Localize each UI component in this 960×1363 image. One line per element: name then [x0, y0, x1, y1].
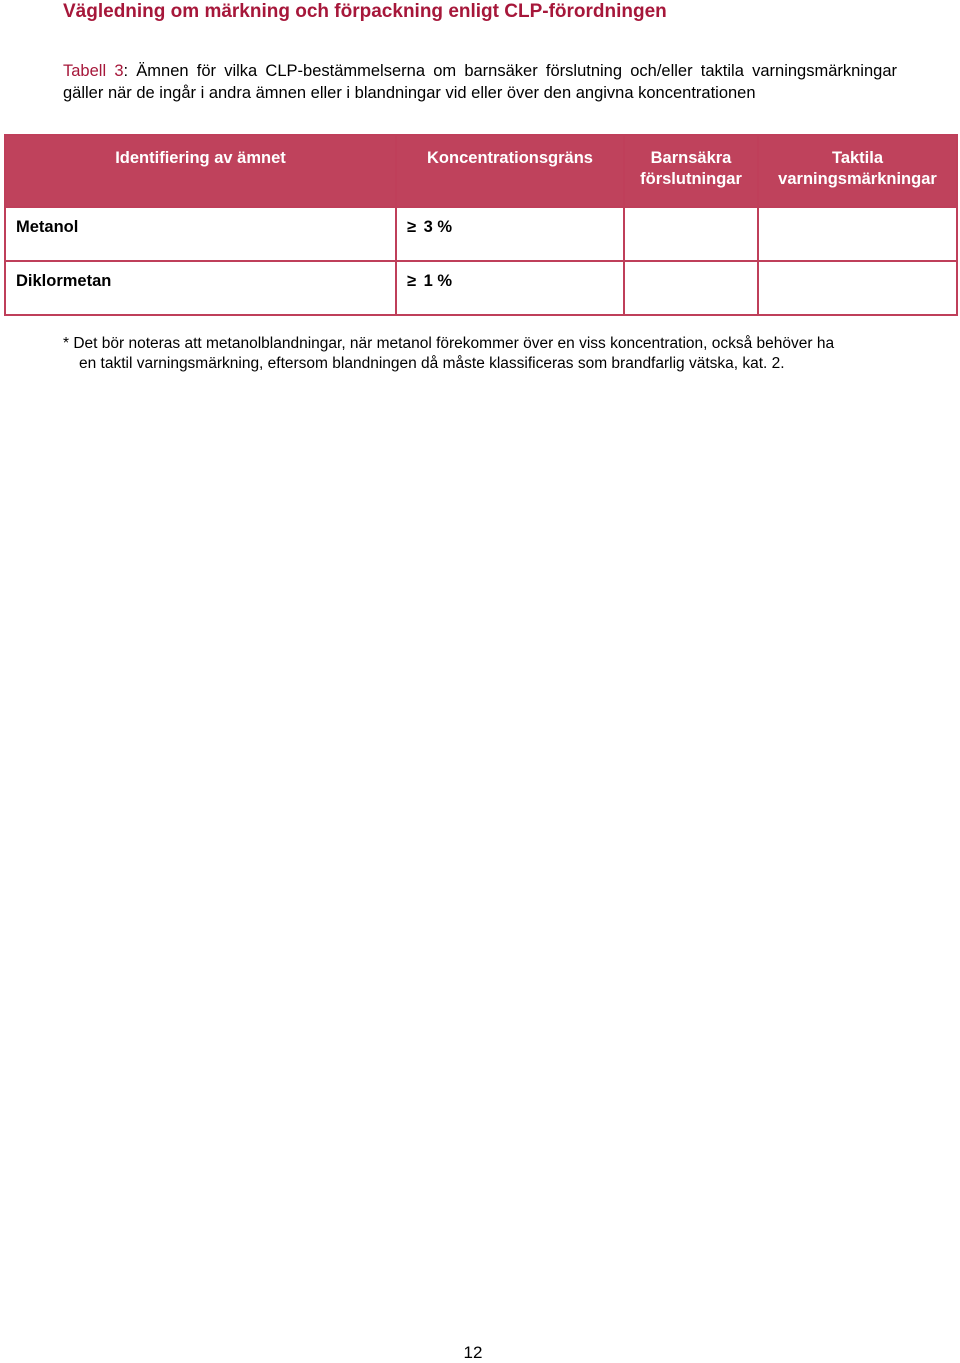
concentration-cell: [396, 207, 624, 261]
table-caption-text: : Ämnen för vilka CLP-bestämmelserna om barnsäker förslutning och/eller taktila varningsmärkningar gäller när de ingår i andra ämnen eller i blandningar vid eller över den angivna koncentrationen: [63, 62, 897, 102]
column-header-identification: Identifiering av ämnet: [5, 135, 396, 207]
column-header-tactile: Taktila varningsmärkningar: [758, 135, 957, 207]
footnote-line: en taktil varningsmärkning, eftersom blandningen då måste klassificeras som brandfarlig vätska, kat. 2.: [79, 355, 785, 372]
footnote: [63, 334, 903, 374]
child-resistant-cell: [624, 207, 758, 261]
column-header-child-resistant: Barnsäkra förslutningar: [624, 135, 758, 207]
table-row: [5, 261, 957, 315]
column-header-concentration: Koncentrationsgräns: [396, 135, 624, 207]
tactile-cell: [758, 261, 957, 315]
document-header: Vägledning om märkning och förpackning enligt CLP-förordningen: [63, 1, 667, 22]
table-header-row: [5, 135, 957, 207]
substances-table: [4, 134, 958, 316]
greater-equal-symbol: ≥: [407, 218, 417, 236]
child-resistant-cell: [624, 261, 758, 315]
footnote-line: * Det bör noteras att metanolblandningar, när metanol förekommer över en viss koncentration, också behöver ha: [63, 335, 835, 352]
concentration-cell: [396, 261, 624, 315]
concentration-value: 1 %: [423, 272, 453, 290]
page-number: 12: [463, 1343, 483, 1362]
table-caption: [63, 60, 897, 104]
tactile-cell: [758, 207, 957, 261]
substance-cell: Diklormetan: [5, 261, 396, 315]
concentration-value: 3 %: [423, 218, 453, 236]
substance-cell: Metanol: [5, 207, 396, 261]
greater-equal-symbol: ≥: [407, 272, 417, 290]
table-row: [5, 207, 957, 261]
table-caption-label: Tabell 3: [63, 62, 124, 80]
